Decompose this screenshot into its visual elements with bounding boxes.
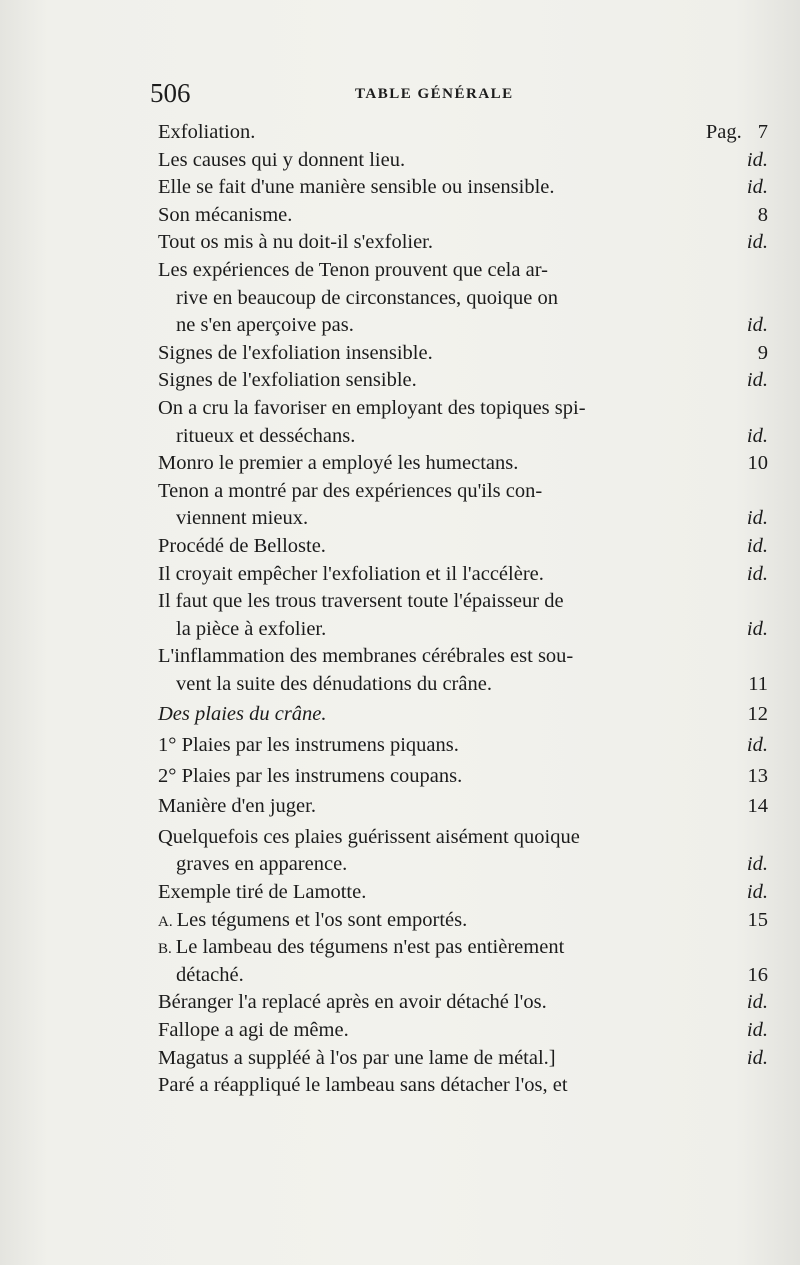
table-of-contents <box>158 119 768 1100</box>
entry-line <box>158 147 718 175</box>
entry-line-text: Signes de l'exfoliation sensible. <box>158 369 417 392</box>
entry-line-text: Tout os mis à nu doit-il s'exfolier. <box>158 231 433 254</box>
entry-page-ref <box>658 119 768 147</box>
entry-page-ref <box>718 561 768 589</box>
entry-text <box>158 561 718 589</box>
entry-page-number: id. <box>746 617 768 640</box>
section-heading-entry <box>158 701 768 729</box>
entry-text <box>158 701 718 729</box>
entry-line-text: 1° Plaies par les instrumens piquans. <box>158 734 459 757</box>
entry-line-text: Son mécanisme. <box>158 203 293 226</box>
entry-page-ref <box>718 701 768 729</box>
toc-entry <box>158 367 768 395</box>
entry-page-ref <box>718 340 768 368</box>
toc-entry <box>158 533 768 561</box>
entry-line-text: Procédé de Belloste. <box>158 534 326 557</box>
page-number: 506 <box>150 78 191 108</box>
entry-page-number: id. <box>746 369 768 392</box>
toc-entry <box>158 229 768 257</box>
entry-line-text: On a cru la favoriser en employant des topiques spi- <box>158 396 586 419</box>
entry-line <box>158 763 718 791</box>
entry-line-text: Monro le premier a employé les humectans. <box>158 452 519 475</box>
entry-page-ref <box>718 732 768 760</box>
toc-entry <box>158 588 768 643</box>
entry-line <box>158 561 718 589</box>
entry-line-text: 2° Plaies par les instrumens coupans. <box>158 764 463 787</box>
entry-line <box>158 671 718 699</box>
entry-page-number: id. <box>746 1019 768 1041</box>
toc-entry <box>158 934 768 989</box>
entry-text <box>158 879 718 907</box>
entry-page-number: 13 <box>747 764 768 787</box>
entry-text <box>158 229 718 257</box>
entry-page-number: 7 <box>757 121 768 143</box>
entry-page-number: id. <box>746 424 768 447</box>
entry-text <box>158 340 718 368</box>
entry-page-ref <box>718 202 768 230</box>
entry-text <box>158 1017 718 1045</box>
entry-line <box>158 732 718 760</box>
entry-line-text: Des plaies du crâne. <box>158 703 327 726</box>
entry-page-ref <box>718 851 768 879</box>
entry-line <box>158 202 718 230</box>
entry-page-number: id. <box>746 734 768 757</box>
toc-entry <box>158 340 768 368</box>
entry-line-text: Le lambeau des tégumens n'est pas entièrement <box>175 936 565 959</box>
toc-entry <box>158 202 768 230</box>
entry-page-ref <box>718 879 768 907</box>
entry-text <box>158 257 718 340</box>
entry-line-text: graves en apparence. <box>176 853 348 876</box>
entry-line-text: la pièce à exfolier. <box>176 617 327 640</box>
entry-text <box>158 450 718 478</box>
entry-line <box>158 478 718 506</box>
entry-line <box>158 285 718 313</box>
entry-page-number: id. <box>746 562 768 585</box>
toc-entry <box>158 907 768 935</box>
entry-page-ref <box>718 1045 768 1073</box>
entry-page-ref <box>718 793 768 821</box>
entry-page-ref <box>718 533 768 561</box>
toc-entry <box>158 395 768 450</box>
toc-entry <box>158 1072 768 1100</box>
entry-text <box>158 395 718 450</box>
entry-line <box>158 588 718 616</box>
toc-entry <box>158 450 768 478</box>
entry-line <box>158 934 718 962</box>
entry-text <box>158 533 718 561</box>
entry-line <box>158 793 718 821</box>
entry-text <box>158 934 718 989</box>
toc-entry <box>158 879 768 907</box>
entry-page-number: id. <box>746 881 768 904</box>
entry-text <box>158 147 718 175</box>
entry-text <box>158 793 718 821</box>
entry-page-number: 15 <box>747 908 768 931</box>
entry-line <box>158 989 718 1017</box>
entry-page-number: id. <box>746 1046 768 1069</box>
entry-page-number: 11 <box>748 672 768 695</box>
entry-page-ref <box>718 763 768 791</box>
entry-page-ref <box>718 1017 768 1045</box>
toc-entry <box>158 763 768 791</box>
entry-line <box>158 824 718 852</box>
entry-page-ref <box>718 907 768 935</box>
entry-line-text: ne s'en aperçoive pas. <box>176 314 354 337</box>
entry-line-text: Les tégumens et l'os sont emportés. <box>176 908 468 931</box>
entry-line <box>158 643 718 671</box>
pag-label: Pag. <box>705 121 742 143</box>
entry-line <box>158 962 718 990</box>
entry-line-text: Signes de l'exfoliation insensible. <box>158 341 433 364</box>
entry-text <box>158 367 718 395</box>
entry-page-ref <box>718 312 768 340</box>
entry-page-number: 9 <box>757 341 768 364</box>
entry-line <box>158 851 718 879</box>
entry-line-text: Manière d'en juger. <box>158 795 316 818</box>
toc-entry <box>158 478 768 533</box>
entry-line <box>158 450 718 478</box>
entry-line-text: Les expériences de Tenon prouvent que cela ar- <box>158 258 548 281</box>
entry-line-text: ritueux et desséchans. <box>176 424 356 447</box>
entry-page-ref <box>718 989 768 1017</box>
entry-line <box>158 616 718 644</box>
entry-line <box>158 340 718 368</box>
entry-line-text: vent la suite des dénudations du crâne. <box>176 672 492 695</box>
entry-page-number: id. <box>746 148 768 171</box>
entry-line-text: L'inflammation des membranes cérébrales est sou- <box>158 645 574 668</box>
entry-marker: A. <box>158 913 173 930</box>
entry-line <box>158 257 718 285</box>
entry-page-ref <box>718 174 768 202</box>
entry-line <box>158 174 718 202</box>
toc-entry <box>158 147 768 175</box>
entry-line <box>158 367 718 395</box>
entry-text <box>158 824 718 879</box>
entry-page-number: 14 <box>747 795 768 818</box>
entry-page-number: id. <box>746 507 768 530</box>
entry-text <box>158 732 718 760</box>
entry-marker: B. <box>158 941 172 958</box>
toc-entry <box>158 174 768 202</box>
entry-line <box>158 505 718 533</box>
entry-page-ref <box>718 962 768 990</box>
entry-page-number: 16 <box>747 963 768 986</box>
entry-line <box>158 533 718 561</box>
entry-text <box>158 202 718 230</box>
entry-line-text: Les causes qui y donnent lieu. <box>158 148 406 171</box>
entry-page-ref <box>718 147 768 175</box>
entry-text <box>158 763 718 791</box>
entry-text <box>158 907 718 935</box>
entry-line <box>158 1072 718 1100</box>
toc-entry <box>158 1045 768 1073</box>
entry-text <box>158 478 718 533</box>
entry-text <box>158 1072 718 1100</box>
entry-page-number: id. <box>746 314 768 337</box>
entry-line-text: Béranger l'a replacé après en avoir détaché l'os. <box>158 991 547 1014</box>
entry-line-text: Paré a réappliqué le lambeau sans détacher l'os, et <box>158 1074 568 1097</box>
entry-text <box>158 119 658 147</box>
entry-page-ref <box>718 229 768 257</box>
entry-text <box>158 1045 718 1073</box>
entry-line <box>158 312 718 340</box>
entry-line <box>158 423 718 451</box>
entry-line-text: Exemple tiré de Lamotte. <box>158 881 367 904</box>
toc-entry <box>158 793 768 821</box>
entry-line-text: Exfoliation. <box>158 121 256 143</box>
entry-page-ref <box>718 450 768 478</box>
entry-line <box>158 229 718 257</box>
entry-text <box>158 989 718 1017</box>
entry-line-text: Tenon a montré par des expériences qu'ils con- <box>158 479 543 502</box>
entry-page-number: 10 <box>747 452 768 475</box>
entry-line-text: rive en beaucoup de circonstances, quoique on <box>176 286 558 309</box>
entry-line <box>158 1045 718 1073</box>
entry-page-ref <box>718 616 768 644</box>
entry-line-text: Elle se fait d'une manière sensible ou insensible. <box>158 176 555 199</box>
entry-page-number: 12 <box>747 703 768 726</box>
toc-entry <box>158 1017 768 1045</box>
entry-line <box>158 879 718 907</box>
entry-line <box>158 907 718 935</box>
entry-page-ref <box>718 505 768 533</box>
toc-entry <box>158 257 768 340</box>
toc-entry <box>158 732 768 760</box>
entry-line-text: Il croyait empêcher l'exfoliation et il l'accélère. <box>158 562 544 585</box>
entry-page-number: id. <box>746 534 768 557</box>
entry-page-number: 8 <box>757 203 768 226</box>
running-title: TABLE GÉNÉRALE <box>355 86 514 102</box>
page-header <box>150 78 770 108</box>
entry-page-ref <box>718 423 768 451</box>
entry-page-ref <box>718 671 768 699</box>
entry-line-text: Fallope a agi de même. <box>158 1019 349 1041</box>
entry-line-text: détaché. <box>176 963 244 986</box>
entry-text <box>158 643 718 698</box>
entry-page-number: id. <box>746 176 768 199</box>
entry-line-text: Magatus a suppléé à l'os par une lame de métal.] <box>158 1046 556 1069</box>
entry-page-number: id. <box>746 991 768 1014</box>
entry-page-number: id. <box>746 231 768 254</box>
toc-entry <box>158 989 768 1017</box>
entry-line <box>158 395 718 423</box>
entry-line-text: Il faut que les trous traversent toute l'épaisseur de <box>158 590 564 613</box>
toc-entry <box>158 119 768 147</box>
entry-line-text: viennent mieux. <box>176 507 309 530</box>
entry-line <box>158 119 658 147</box>
toc-entry <box>158 824 768 879</box>
toc-entry <box>158 643 768 698</box>
entry-text <box>158 174 718 202</box>
entry-text <box>158 588 718 643</box>
entry-line-text: Quelquefois ces plaies guérissent aisément quoique <box>158 825 580 848</box>
entry-line <box>158 701 718 729</box>
entry-page-number: id. <box>746 853 768 876</box>
entry-line <box>158 1017 718 1045</box>
toc-entry <box>158 561 768 589</box>
entry-page-ref <box>718 1072 768 1100</box>
entry-page-ref <box>718 367 768 395</box>
